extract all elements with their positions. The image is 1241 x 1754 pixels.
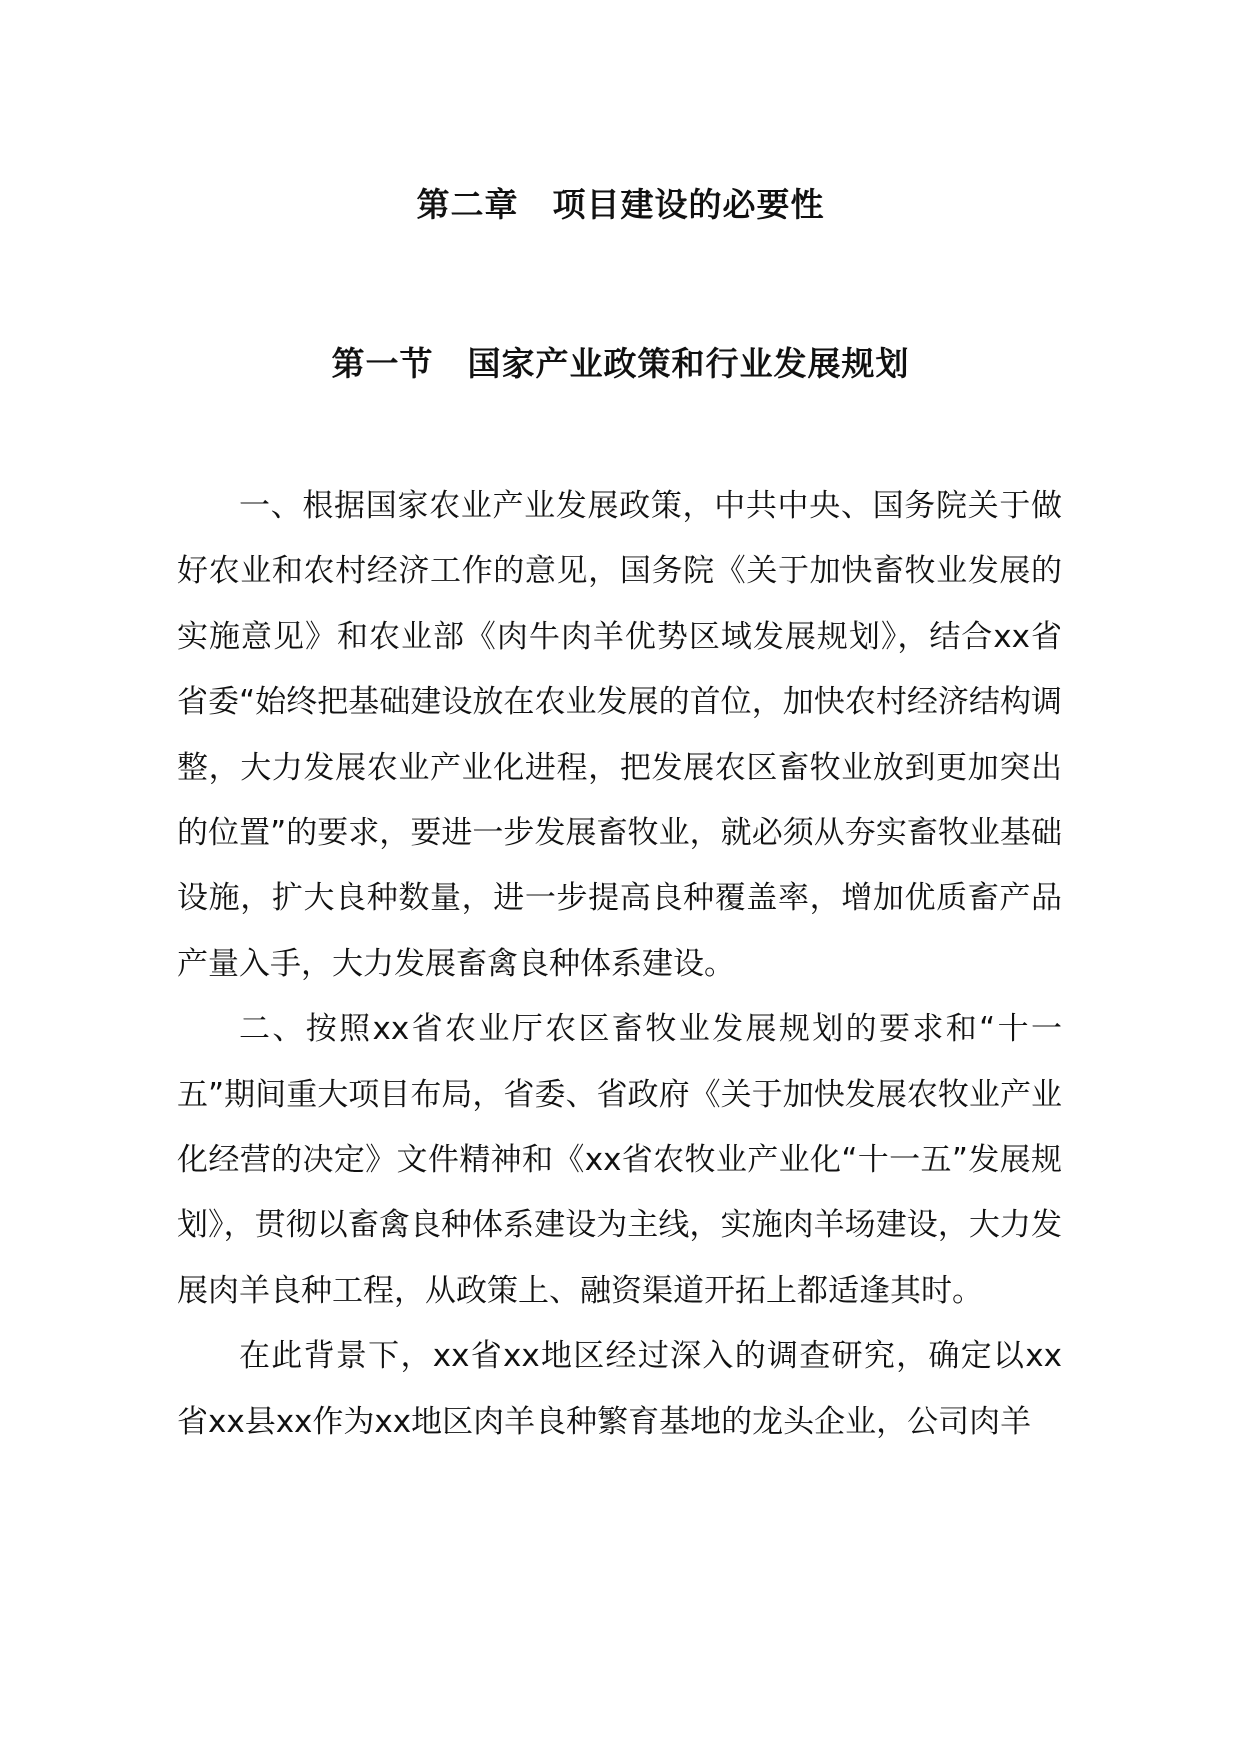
section-title: 第一节 国家产业政策和行业发展规划	[331, 344, 910, 383]
body-text	[177, 474, 1062, 1455]
paragraph-1: 一、根据国家农业产业发展政策，中共中央、国务院关于做好农业和农村经济工作的意见，国务院《关于加快畜牧业发展的实施意见》和农业部《肉牛肉羊优势区域发展规划》，结合xx省省委“始终把基础建设放在农业发展的首位，加快农村经济结构调整，大力发展农业产业化进程，把发展农区畜牧业放到更加突出的位置”的要求，要进一步发展畜牧业，就必须从夯实畜牧业基础设施，扩大良种数量，进一步提高良种覆盖率，增加优质畜产品产量入手，大力发展畜禽良种体系建设。	[177, 488, 1062, 982]
paragraph-3: 在此背景下，xx省xx地区经过深入的调查研究，确定以xx省xx县xx作为xx地区肉羊良种繁育基地的龙头企业，公司肉羊	[177, 1338, 1062, 1440]
chapter-title: 第二章 项目建设的必要性	[416, 185, 825, 224]
paragraph-2: 二、按照xx省农业厅农区畜牧业发展规划的要求和“十一五”期间重大项目布局，省委、省政府《关于加快发展农牧业产业化经营的决定》文件精神和《xx省农牧业产业化“十一五”发展规划》，贯彻以畜禽良种体系建设为主线，实施肉羊场建设，大力发展肉羊良种工程，从政策上、融资渠道开拓上都适逢其时。	[177, 1011, 1062, 1309]
